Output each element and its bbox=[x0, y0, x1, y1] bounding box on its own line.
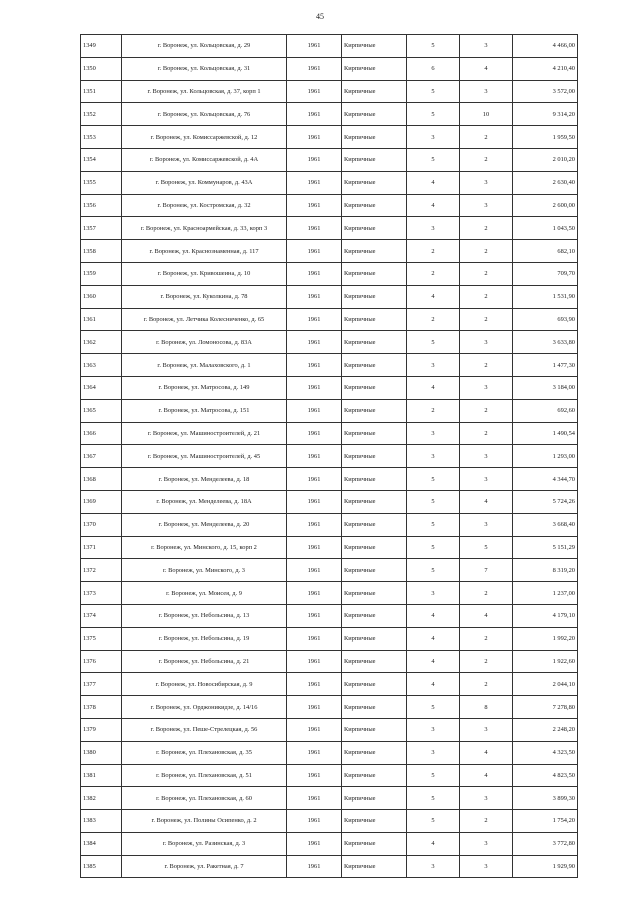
area-cell: 3 633,80 bbox=[513, 331, 578, 354]
entrances-cell: 4 bbox=[460, 604, 513, 627]
row-number: 1360 bbox=[81, 285, 122, 308]
entrances-cell: 3 bbox=[460, 194, 513, 217]
area-cell: 2 044,10 bbox=[513, 673, 578, 696]
year-cell: 1961 bbox=[287, 240, 342, 263]
row-number: 1363 bbox=[81, 354, 122, 377]
wall-material-cell: Кирпичные bbox=[342, 741, 407, 764]
entrances-cell: 3 bbox=[460, 445, 513, 468]
area-cell: 4 344,70 bbox=[513, 468, 578, 491]
entrances-cell: 2 bbox=[460, 148, 513, 171]
entrances-cell: 4 bbox=[460, 57, 513, 80]
address-cell: г. Воронеж, ул. Плехановская, д. 60 bbox=[122, 787, 287, 810]
table-row bbox=[81, 103, 578, 126]
floors-cell: 5 bbox=[407, 559, 460, 582]
floors-cell: 2 bbox=[407, 262, 460, 285]
address-cell: г. Воронеж, ул. Малаховского, д. 1 bbox=[122, 354, 287, 377]
floors-cell: 4 bbox=[407, 171, 460, 194]
table-row bbox=[81, 331, 578, 354]
year-cell: 1961 bbox=[287, 741, 342, 764]
area-cell: 3 772,80 bbox=[513, 832, 578, 855]
year-cell: 1961 bbox=[287, 582, 342, 605]
year-cell: 1961 bbox=[287, 35, 342, 58]
entrances-cell: 3 bbox=[460, 331, 513, 354]
area-cell: 5 151,29 bbox=[513, 536, 578, 559]
floors-cell: 5 bbox=[407, 331, 460, 354]
address-cell: г. Воронеж, ул. Комиссаржевской, д. 4А bbox=[122, 148, 287, 171]
floors-cell: 3 bbox=[407, 126, 460, 149]
address-cell: г. Воронеж, ул. Красноармейская, д. 33, корп 3 bbox=[122, 217, 287, 240]
floors-cell: 5 bbox=[407, 764, 460, 787]
year-cell: 1961 bbox=[287, 445, 342, 468]
table-row bbox=[81, 445, 578, 468]
wall-material-cell: Кирпичные bbox=[342, 422, 407, 445]
floors-cell: 5 bbox=[407, 810, 460, 833]
table-row bbox=[81, 240, 578, 263]
page-number: 45 bbox=[316, 12, 324, 21]
address-cell: г. Воронеж, ул. Небольсина, д. 19 bbox=[122, 627, 287, 650]
entrances-cell: 4 bbox=[460, 490, 513, 513]
address-cell: г. Воронеж, ул. Плехановская, д. 35 bbox=[122, 741, 287, 764]
year-cell: 1961 bbox=[287, 308, 342, 331]
row-number: 1353 bbox=[81, 126, 122, 149]
year-cell: 1961 bbox=[287, 673, 342, 696]
table-row bbox=[81, 855, 578, 878]
entrances-cell: 2 bbox=[460, 650, 513, 673]
row-number: 1355 bbox=[81, 171, 122, 194]
wall-material-cell: Кирпичные bbox=[342, 718, 407, 741]
entrances-cell: 2 bbox=[460, 673, 513, 696]
wall-material-cell: Кирпичные bbox=[342, 650, 407, 673]
address-cell: г. Воронеж, ул. Минского, д. 3 bbox=[122, 559, 287, 582]
row-number: 1377 bbox=[81, 673, 122, 696]
wall-material-cell: Кирпичные bbox=[342, 80, 407, 103]
year-cell: 1961 bbox=[287, 490, 342, 513]
entrances-cell: 3 bbox=[460, 376, 513, 399]
year-cell: 1961 bbox=[287, 536, 342, 559]
address-cell: г. Воронеж, ул. Кольцовская, д. 29 bbox=[122, 35, 287, 58]
floors-cell: 2 bbox=[407, 240, 460, 263]
address-cell: г. Воронеж, ул. Коммунаров, д. 43А bbox=[122, 171, 287, 194]
wall-material-cell: Кирпичные bbox=[342, 171, 407, 194]
wall-material-cell: Кирпичные bbox=[342, 810, 407, 833]
wall-material-cell: Кирпичные bbox=[342, 513, 407, 536]
floors-cell: 5 bbox=[407, 536, 460, 559]
table-row bbox=[81, 80, 578, 103]
entrances-cell: 2 bbox=[460, 240, 513, 263]
area-cell: 2 600,00 bbox=[513, 194, 578, 217]
row-number: 1374 bbox=[81, 604, 122, 627]
year-cell: 1961 bbox=[287, 171, 342, 194]
address-cell: г. Воронеж, ул. Пеше-Стрелецкая, д. 56 bbox=[122, 718, 287, 741]
entrances-cell: 2 bbox=[460, 285, 513, 308]
wall-material-cell: Кирпичные bbox=[342, 559, 407, 582]
area-cell: 4 179,10 bbox=[513, 604, 578, 627]
table-row bbox=[81, 832, 578, 855]
address-cell: г. Воронеж, ул. Полины Осипенко, д. 2 bbox=[122, 810, 287, 833]
area-cell: 3 184,00 bbox=[513, 376, 578, 399]
row-number: 1356 bbox=[81, 194, 122, 217]
floors-cell: 4 bbox=[407, 650, 460, 673]
year-cell: 1961 bbox=[287, 650, 342, 673]
area-cell: 1 293,00 bbox=[513, 445, 578, 468]
floors-cell: 4 bbox=[407, 673, 460, 696]
entrances-cell: 3 bbox=[460, 468, 513, 491]
wall-material-cell: Кирпичные bbox=[342, 240, 407, 263]
table-row bbox=[81, 787, 578, 810]
area-cell: 682,10 bbox=[513, 240, 578, 263]
floors-cell: 5 bbox=[407, 103, 460, 126]
address-cell: г. Воронеж, ул. Комиссаржевской, д. 12 bbox=[122, 126, 287, 149]
wall-material-cell: Кирпичные bbox=[342, 57, 407, 80]
wall-material-cell: Кирпичные bbox=[342, 696, 407, 719]
table-row bbox=[81, 696, 578, 719]
table-row bbox=[81, 422, 578, 445]
wall-material-cell: Кирпичные bbox=[342, 376, 407, 399]
table-row bbox=[81, 810, 578, 833]
year-cell: 1961 bbox=[287, 194, 342, 217]
table-row bbox=[81, 582, 578, 605]
table-row bbox=[81, 354, 578, 377]
row-number: 1368 bbox=[81, 468, 122, 491]
entrances-cell: 2 bbox=[460, 582, 513, 605]
wall-material-cell: Кирпичные bbox=[342, 604, 407, 627]
address-cell: г. Воронеж, ул. Ломоносова, д. 83А bbox=[122, 331, 287, 354]
row-number: 1371 bbox=[81, 536, 122, 559]
entrances-cell: 2 bbox=[460, 399, 513, 422]
wall-material-cell: Кирпичные bbox=[342, 103, 407, 126]
area-cell: 1 754,20 bbox=[513, 810, 578, 833]
row-number: 1358 bbox=[81, 240, 122, 263]
row-number: 1382 bbox=[81, 787, 122, 810]
entrances-cell: 2 bbox=[460, 422, 513, 445]
floors-cell: 5 bbox=[407, 787, 460, 810]
address-cell: г. Воронеж, ул. Моисея, д. 9 bbox=[122, 582, 287, 605]
address-cell: г. Воронеж, ул. Матросова, д. 151 bbox=[122, 399, 287, 422]
year-cell: 1961 bbox=[287, 285, 342, 308]
entrances-cell: 2 bbox=[460, 308, 513, 331]
row-number: 1354 bbox=[81, 148, 122, 171]
wall-material-cell: Кирпичные bbox=[342, 445, 407, 468]
row-number: 1351 bbox=[81, 80, 122, 103]
year-cell: 1961 bbox=[287, 559, 342, 582]
address-cell: г. Воронеж, ул. Кольцовская, д. 31 bbox=[122, 57, 287, 80]
floors-cell: 6 bbox=[407, 57, 460, 80]
floors-cell: 3 bbox=[407, 445, 460, 468]
row-number: 1375 bbox=[81, 627, 122, 650]
address-cell: г. Воронеж, ул. Плехановская, д. 51 bbox=[122, 764, 287, 787]
entrances-cell: 3 bbox=[460, 171, 513, 194]
year-cell: 1961 bbox=[287, 331, 342, 354]
area-cell: 3 899,30 bbox=[513, 787, 578, 810]
area-cell: 7 278,80 bbox=[513, 696, 578, 719]
wall-material-cell: Кирпичные bbox=[342, 673, 407, 696]
year-cell: 1961 bbox=[287, 513, 342, 536]
address-cell: г. Воронеж, ул. Машиностроителей, д. 21 bbox=[122, 422, 287, 445]
address-cell: г. Воронеж, ул. Менделеева, д. 18 bbox=[122, 468, 287, 491]
area-cell: 1 992,20 bbox=[513, 627, 578, 650]
area-cell: 4 210,40 bbox=[513, 57, 578, 80]
table-body bbox=[81, 35, 578, 878]
table-row bbox=[81, 308, 578, 331]
area-cell: 3 572,00 bbox=[513, 80, 578, 103]
entrances-cell: 2 bbox=[460, 262, 513, 285]
area-cell: 1 237,00 bbox=[513, 582, 578, 605]
address-cell: г. Воронеж, ул. Разинская, д. 3 bbox=[122, 832, 287, 855]
row-number: 1359 bbox=[81, 262, 122, 285]
entrances-cell: 4 bbox=[460, 741, 513, 764]
address-cell: г. Воронеж, ул. Небольсина, д. 21 bbox=[122, 650, 287, 673]
year-cell: 1961 bbox=[287, 604, 342, 627]
floors-cell: 5 bbox=[407, 35, 460, 58]
address-cell: г. Воронеж, ул. Кольцовская, д. 76 bbox=[122, 103, 287, 126]
row-number: 1370 bbox=[81, 513, 122, 536]
floors-cell: 4 bbox=[407, 832, 460, 855]
area-cell: 709,70 bbox=[513, 262, 578, 285]
floors-cell: 3 bbox=[407, 718, 460, 741]
wall-material-cell: Кирпичные bbox=[342, 354, 407, 377]
table-row bbox=[81, 627, 578, 650]
wall-material-cell: Кирпичные bbox=[342, 217, 407, 240]
table-row bbox=[81, 35, 578, 58]
area-cell: 4 323,50 bbox=[513, 741, 578, 764]
floors-cell: 3 bbox=[407, 217, 460, 240]
table-row bbox=[81, 559, 578, 582]
floors-cell: 4 bbox=[407, 194, 460, 217]
year-cell: 1961 bbox=[287, 422, 342, 445]
entrances-cell: 3 bbox=[460, 787, 513, 810]
address-cell: г. Воронеж, ул. Минского, д. 15, корп 2 bbox=[122, 536, 287, 559]
year-cell: 1961 bbox=[287, 57, 342, 80]
table-row bbox=[81, 194, 578, 217]
area-cell: 2 630,40 bbox=[513, 171, 578, 194]
entrances-cell: 7 bbox=[460, 559, 513, 582]
wall-material-cell: Кирпичные bbox=[342, 399, 407, 422]
entrances-cell: 3 bbox=[460, 35, 513, 58]
buildings-table bbox=[80, 34, 578, 878]
address-cell: г. Воронеж, ул. Кривошеина, д. 10 bbox=[122, 262, 287, 285]
area-cell: 692,60 bbox=[513, 399, 578, 422]
area-cell: 1 929,90 bbox=[513, 855, 578, 878]
floors-cell: 3 bbox=[407, 741, 460, 764]
address-cell: г. Воронеж, ул. Небольсина, д. 13 bbox=[122, 604, 287, 627]
table-row bbox=[81, 262, 578, 285]
floors-cell: 4 bbox=[407, 627, 460, 650]
entrances-cell: 10 bbox=[460, 103, 513, 126]
row-number: 1385 bbox=[81, 855, 122, 878]
wall-material-cell: Кирпичные bbox=[342, 285, 407, 308]
address-cell: г. Воронеж, ул. Орджоникидзе, д. 14/16 bbox=[122, 696, 287, 719]
row-number: 1366 bbox=[81, 422, 122, 445]
floors-cell: 3 bbox=[407, 855, 460, 878]
row-number: 1373 bbox=[81, 582, 122, 605]
area-cell: 2 248,20 bbox=[513, 718, 578, 741]
floors-cell: 2 bbox=[407, 308, 460, 331]
floors-cell: 5 bbox=[407, 148, 460, 171]
wall-material-cell: Кирпичные bbox=[342, 787, 407, 810]
area-cell: 2 010,20 bbox=[513, 148, 578, 171]
floors-cell: 4 bbox=[407, 285, 460, 308]
table-row bbox=[81, 468, 578, 491]
area-cell: 693,90 bbox=[513, 308, 578, 331]
table-row bbox=[81, 764, 578, 787]
wall-material-cell: Кирпичные bbox=[342, 331, 407, 354]
address-cell: г. Воронеж, ул. Матросова, д. 149 bbox=[122, 376, 287, 399]
table-row bbox=[81, 604, 578, 627]
address-cell: г. Воронеж, ул. Менделеева, д. 18А bbox=[122, 490, 287, 513]
table-row bbox=[81, 490, 578, 513]
row-number: 1380 bbox=[81, 741, 122, 764]
address-cell: г. Воронеж, ул. Ракетная, д. 7 bbox=[122, 855, 287, 878]
wall-material-cell: Кирпичные bbox=[342, 262, 407, 285]
year-cell: 1961 bbox=[287, 810, 342, 833]
table-row bbox=[81, 285, 578, 308]
year-cell: 1961 bbox=[287, 627, 342, 650]
year-cell: 1961 bbox=[287, 468, 342, 491]
floors-cell: 2 bbox=[407, 399, 460, 422]
address-cell: г. Воронеж, ул. Летчика Колесниченко, д. 65 bbox=[122, 308, 287, 331]
table-row bbox=[81, 741, 578, 764]
area-cell: 4 823,50 bbox=[513, 764, 578, 787]
year-cell: 1961 bbox=[287, 787, 342, 810]
year-cell: 1961 bbox=[287, 354, 342, 377]
area-cell: 5 724,26 bbox=[513, 490, 578, 513]
area-cell: 1 531,90 bbox=[513, 285, 578, 308]
table-row bbox=[81, 650, 578, 673]
area-cell: 4 466,00 bbox=[513, 35, 578, 58]
row-number: 1383 bbox=[81, 810, 122, 833]
row-number: 1381 bbox=[81, 764, 122, 787]
address-cell: г. Воронеж, ул. Куколкина, д. 78 bbox=[122, 285, 287, 308]
entrances-cell: 3 bbox=[460, 718, 513, 741]
floors-cell: 4 bbox=[407, 376, 460, 399]
table-row bbox=[81, 399, 578, 422]
floors-cell: 5 bbox=[407, 696, 460, 719]
entrances-cell: 2 bbox=[460, 126, 513, 149]
wall-material-cell: Кирпичные bbox=[342, 35, 407, 58]
table-row bbox=[81, 718, 578, 741]
year-cell: 1961 bbox=[287, 718, 342, 741]
wall-material-cell: Кирпичные bbox=[342, 148, 407, 171]
row-number: 1369 bbox=[81, 490, 122, 513]
table-row bbox=[81, 171, 578, 194]
row-number: 1378 bbox=[81, 696, 122, 719]
address-cell: г. Воронеж, ул. Менделеева, д. 20 bbox=[122, 513, 287, 536]
area-cell: 1 490,54 bbox=[513, 422, 578, 445]
table-row bbox=[81, 376, 578, 399]
wall-material-cell: Кирпичные bbox=[342, 468, 407, 491]
row-number: 1357 bbox=[81, 217, 122, 240]
row-number: 1349 bbox=[81, 35, 122, 58]
year-cell: 1961 bbox=[287, 80, 342, 103]
wall-material-cell: Кирпичные bbox=[342, 582, 407, 605]
address-cell: г. Воронеж, ул. Кольцовская, д. 37, корп 1 bbox=[122, 80, 287, 103]
entrances-cell: 2 bbox=[460, 627, 513, 650]
area-cell: 9 314,20 bbox=[513, 103, 578, 126]
wall-material-cell: Кирпичные bbox=[342, 126, 407, 149]
entrances-cell: 3 bbox=[460, 855, 513, 878]
area-cell: 8 319,20 bbox=[513, 559, 578, 582]
address-cell: г. Воронеж, ул. Машиностроителей, д. 45 bbox=[122, 445, 287, 468]
row-number: 1364 bbox=[81, 376, 122, 399]
wall-material-cell: Кирпичные bbox=[342, 536, 407, 559]
wall-material-cell: Кирпичные bbox=[342, 855, 407, 878]
entrances-cell: 5 bbox=[460, 536, 513, 559]
table-row bbox=[81, 126, 578, 149]
floors-cell: 5 bbox=[407, 513, 460, 536]
wall-material-cell: Кирпичные bbox=[342, 194, 407, 217]
floors-cell: 5 bbox=[407, 490, 460, 513]
year-cell: 1961 bbox=[287, 217, 342, 240]
table-row bbox=[81, 513, 578, 536]
row-number: 1352 bbox=[81, 103, 122, 126]
address-cell: г. Воронеж, ул. Краснознаменная, д. 117 bbox=[122, 240, 287, 263]
wall-material-cell: Кирпичные bbox=[342, 832, 407, 855]
entrances-cell: 3 bbox=[460, 832, 513, 855]
row-number: 1367 bbox=[81, 445, 122, 468]
entrances-cell: 8 bbox=[460, 696, 513, 719]
table-row bbox=[81, 673, 578, 696]
entrances-cell: 3 bbox=[460, 513, 513, 536]
entrances-cell: 2 bbox=[460, 810, 513, 833]
wall-material-cell: Кирпичные bbox=[342, 490, 407, 513]
address-cell: г. Воронеж, ул. Новосибирская, д. 9 bbox=[122, 673, 287, 696]
row-number: 1365 bbox=[81, 399, 122, 422]
row-number: 1379 bbox=[81, 718, 122, 741]
entrances-cell: 3 bbox=[460, 80, 513, 103]
row-number: 1372 bbox=[81, 559, 122, 582]
floors-cell: 5 bbox=[407, 468, 460, 491]
wall-material-cell: Кирпичные bbox=[342, 764, 407, 787]
entrances-cell: 2 bbox=[460, 354, 513, 377]
address-cell: г. Воронеж, ул. Костромская, д. 32 bbox=[122, 194, 287, 217]
area-cell: 3 668,40 bbox=[513, 513, 578, 536]
year-cell: 1961 bbox=[287, 764, 342, 787]
year-cell: 1961 bbox=[287, 399, 342, 422]
area-cell: 1 477,30 bbox=[513, 354, 578, 377]
year-cell: 1961 bbox=[287, 262, 342, 285]
table-row bbox=[81, 57, 578, 80]
table-row bbox=[81, 148, 578, 171]
wall-material-cell: Кирпичные bbox=[342, 627, 407, 650]
row-number: 1376 bbox=[81, 650, 122, 673]
row-number: 1350 bbox=[81, 57, 122, 80]
floors-cell: 3 bbox=[407, 354, 460, 377]
year-cell: 1961 bbox=[287, 376, 342, 399]
floors-cell: 4 bbox=[407, 604, 460, 627]
floors-cell: 3 bbox=[407, 422, 460, 445]
year-cell: 1961 bbox=[287, 103, 342, 126]
year-cell: 1961 bbox=[287, 832, 342, 855]
area-cell: 1 959,50 bbox=[513, 126, 578, 149]
year-cell: 1961 bbox=[287, 126, 342, 149]
year-cell: 1961 bbox=[287, 148, 342, 171]
table-row bbox=[81, 217, 578, 240]
floors-cell: 3 bbox=[407, 582, 460, 605]
area-cell: 1 922,60 bbox=[513, 650, 578, 673]
row-number: 1384 bbox=[81, 832, 122, 855]
entrances-cell: 2 bbox=[460, 217, 513, 240]
year-cell: 1961 bbox=[287, 855, 342, 878]
wall-material-cell: Кирпичные bbox=[342, 308, 407, 331]
area-cell: 1 043,50 bbox=[513, 217, 578, 240]
row-number: 1361 bbox=[81, 308, 122, 331]
table-row bbox=[81, 536, 578, 559]
entrances-cell: 4 bbox=[460, 764, 513, 787]
row-number: 1362 bbox=[81, 331, 122, 354]
floors-cell: 5 bbox=[407, 80, 460, 103]
year-cell: 1961 bbox=[287, 696, 342, 719]
